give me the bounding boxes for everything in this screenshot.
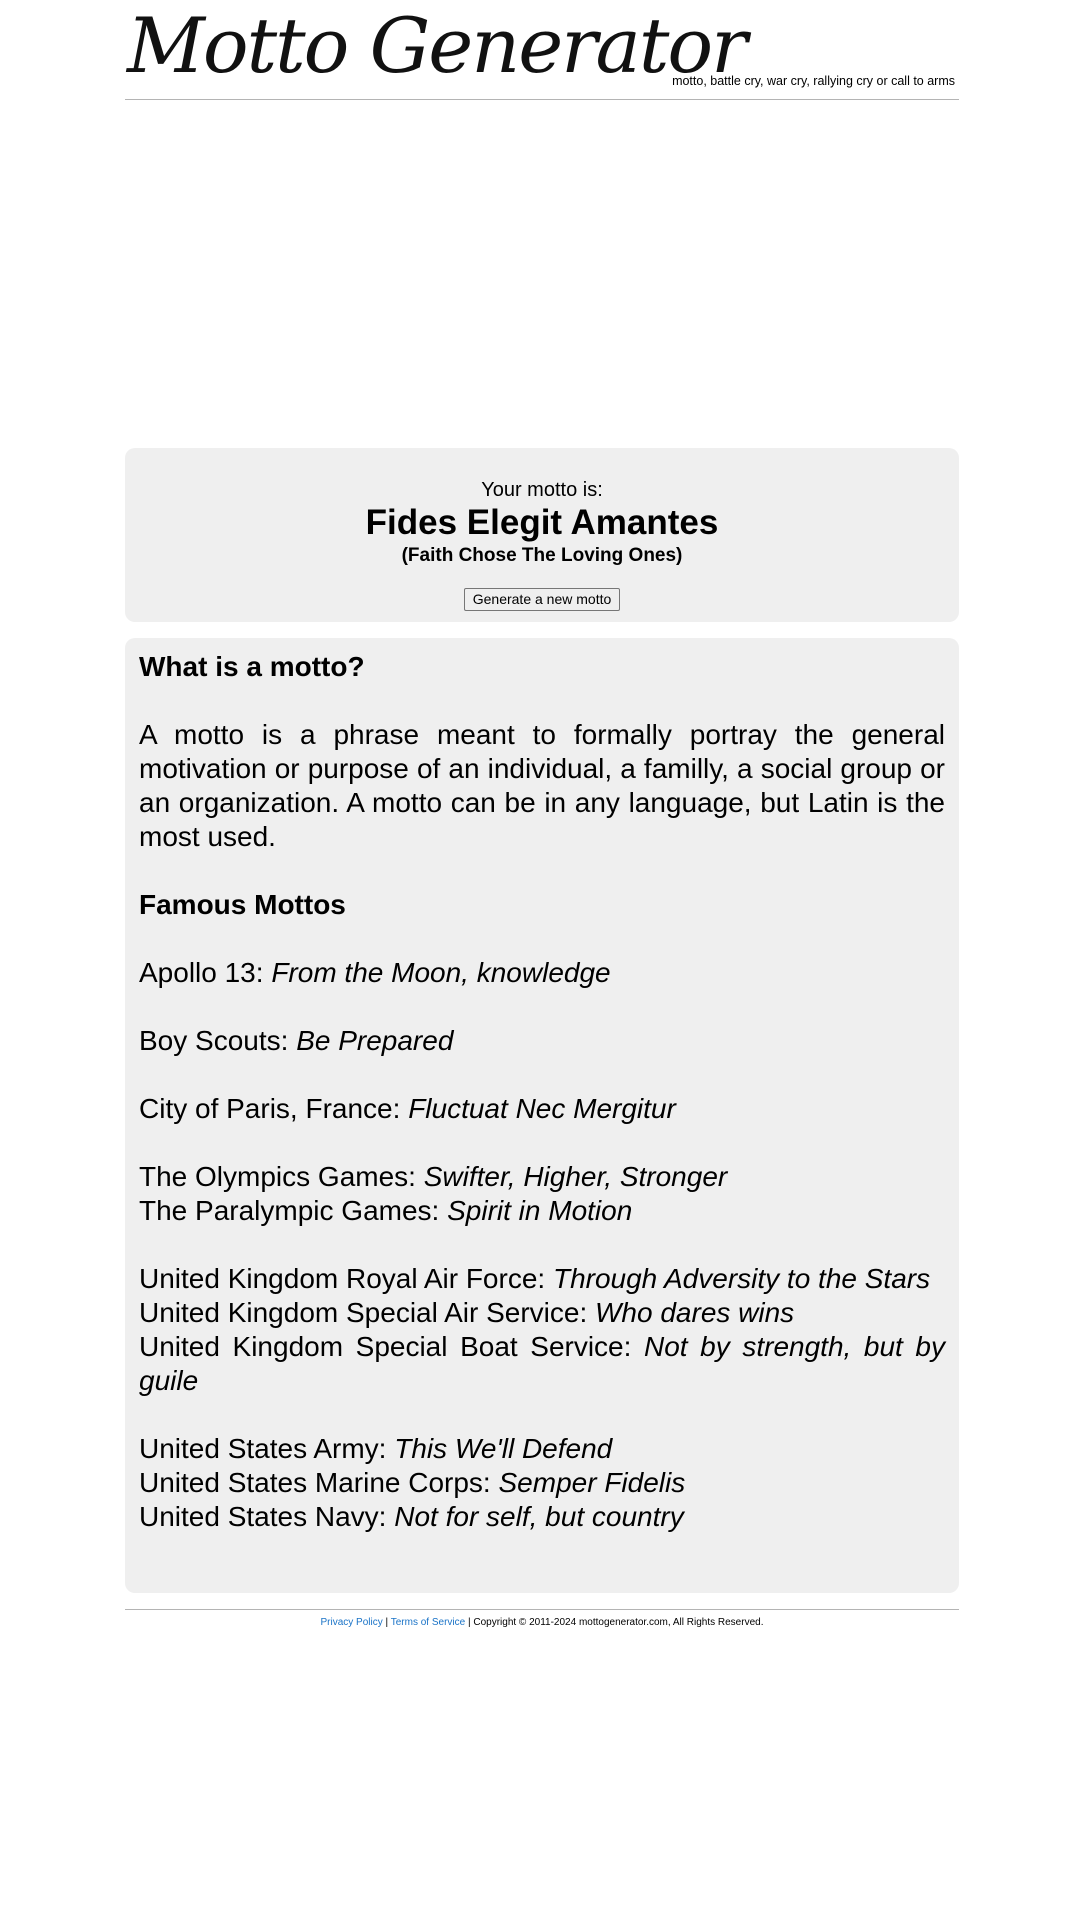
famous-motto-item <box>139 1160 945 1194</box>
site-header <box>125 0 959 100</box>
ad-space <box>125 100 959 448</box>
famous-motto-item <box>139 1092 945 1126</box>
generated-motto: Fides Elegit Amantes <box>365 503 719 542</box>
famous-motto-item <box>139 1296 945 1330</box>
famous-motto-owner: United Kingdom Special Boat Service: <box>139 1331 645 1362</box>
privacy-policy-link[interactable]: Privacy Policy <box>320 1617 383 1628</box>
famous-motto-item <box>139 1024 945 1058</box>
famous-motto-item <box>139 1330 945 1398</box>
motto-translation: (Faith Chose The Loving Ones) <box>401 545 683 566</box>
info-panel <box>125 638 959 1593</box>
famous-motto-owner: United States Army: <box>139 1433 395 1464</box>
famous-motto-item <box>139 956 945 990</box>
famous-mottos-list <box>139 922 945 1534</box>
famous-motto-text: Fluctuat Nec Mergitur <box>408 1093 676 1124</box>
site-logo[interactable]: Motto Generator <box>127 1 746 90</box>
famous-motto-owner: United Kingdom Royal Air Force: <box>139 1263 553 1294</box>
famous-motto-owner: United States Navy: <box>139 1501 395 1532</box>
site-footer <box>125 1609 959 1630</box>
famous-motto-owner: United Kingdom Special Air Service: <box>139 1297 595 1328</box>
famous-motto-text: Not by strength, but by guile <box>139 1331 945 1396</box>
famous-motto-text: Semper Fidelis <box>498 1467 686 1498</box>
famous-motto-text: Through Adversity to the Stars <box>552 1263 931 1294</box>
terms-of-service-link[interactable]: Terms of Service <box>390 1617 466 1628</box>
footer-copyright: | Copyright © 2011-2024 mottogenerator.com, All Rights Reserved. <box>465 1617 764 1628</box>
famous-motto-text: This We'll Defend <box>394 1433 613 1464</box>
famous-motto-owner: Apollo 13: <box>139 957 272 988</box>
motto-intro-label: Your motto is: <box>481 479 603 501</box>
famous-motto-text: Who dares wins <box>595 1297 795 1328</box>
famous-motto-text: Not for self, but country <box>394 1501 684 1532</box>
famous-motto-item <box>139 1432 945 1466</box>
what-is-motto-heading: What is a motto? <box>139 651 365 682</box>
motto-result-panel <box>125 448 959 622</box>
famous-mottos-heading: Famous Mottos <box>139 889 346 920</box>
famous-motto-owner: United States Marine Corps: <box>139 1467 499 1498</box>
site-tagline: motto, battle cry, war cry, rallying cry or call to arms <box>672 74 955 88</box>
famous-motto-item <box>139 1466 945 1500</box>
famous-motto-item <box>139 1262 945 1296</box>
famous-motto-owner: City of Paris, France: <box>139 1093 409 1124</box>
famous-motto-text: From the Moon, knowledge <box>271 957 611 988</box>
famous-motto-text: Spirit in Motion <box>447 1195 633 1226</box>
famous-motto-owner: Boy Scouts: <box>139 1025 297 1056</box>
famous-motto-item <box>139 1194 945 1228</box>
famous-motto-text: Be Prepared <box>296 1025 454 1056</box>
footer-separator: | <box>382 1617 391 1628</box>
famous-motto-owner: The Paralympic Games: <box>139 1195 448 1226</box>
famous-motto-item <box>139 1500 945 1534</box>
motto-definition: A motto is a phrase meant to formally portray the general motivation or purpose of an individual, a familly, a social group or an organization. A motto can be in any language, but Latin is the most used. <box>139 719 945 852</box>
generate-new-motto-button[interactable]: Generate a new motto <box>464 588 621 611</box>
famous-motto-owner: The Olympics Games: <box>139 1161 424 1192</box>
famous-motto-text: Swifter, Higher, Stronger <box>423 1161 728 1192</box>
page <box>125 0 959 1630</box>
